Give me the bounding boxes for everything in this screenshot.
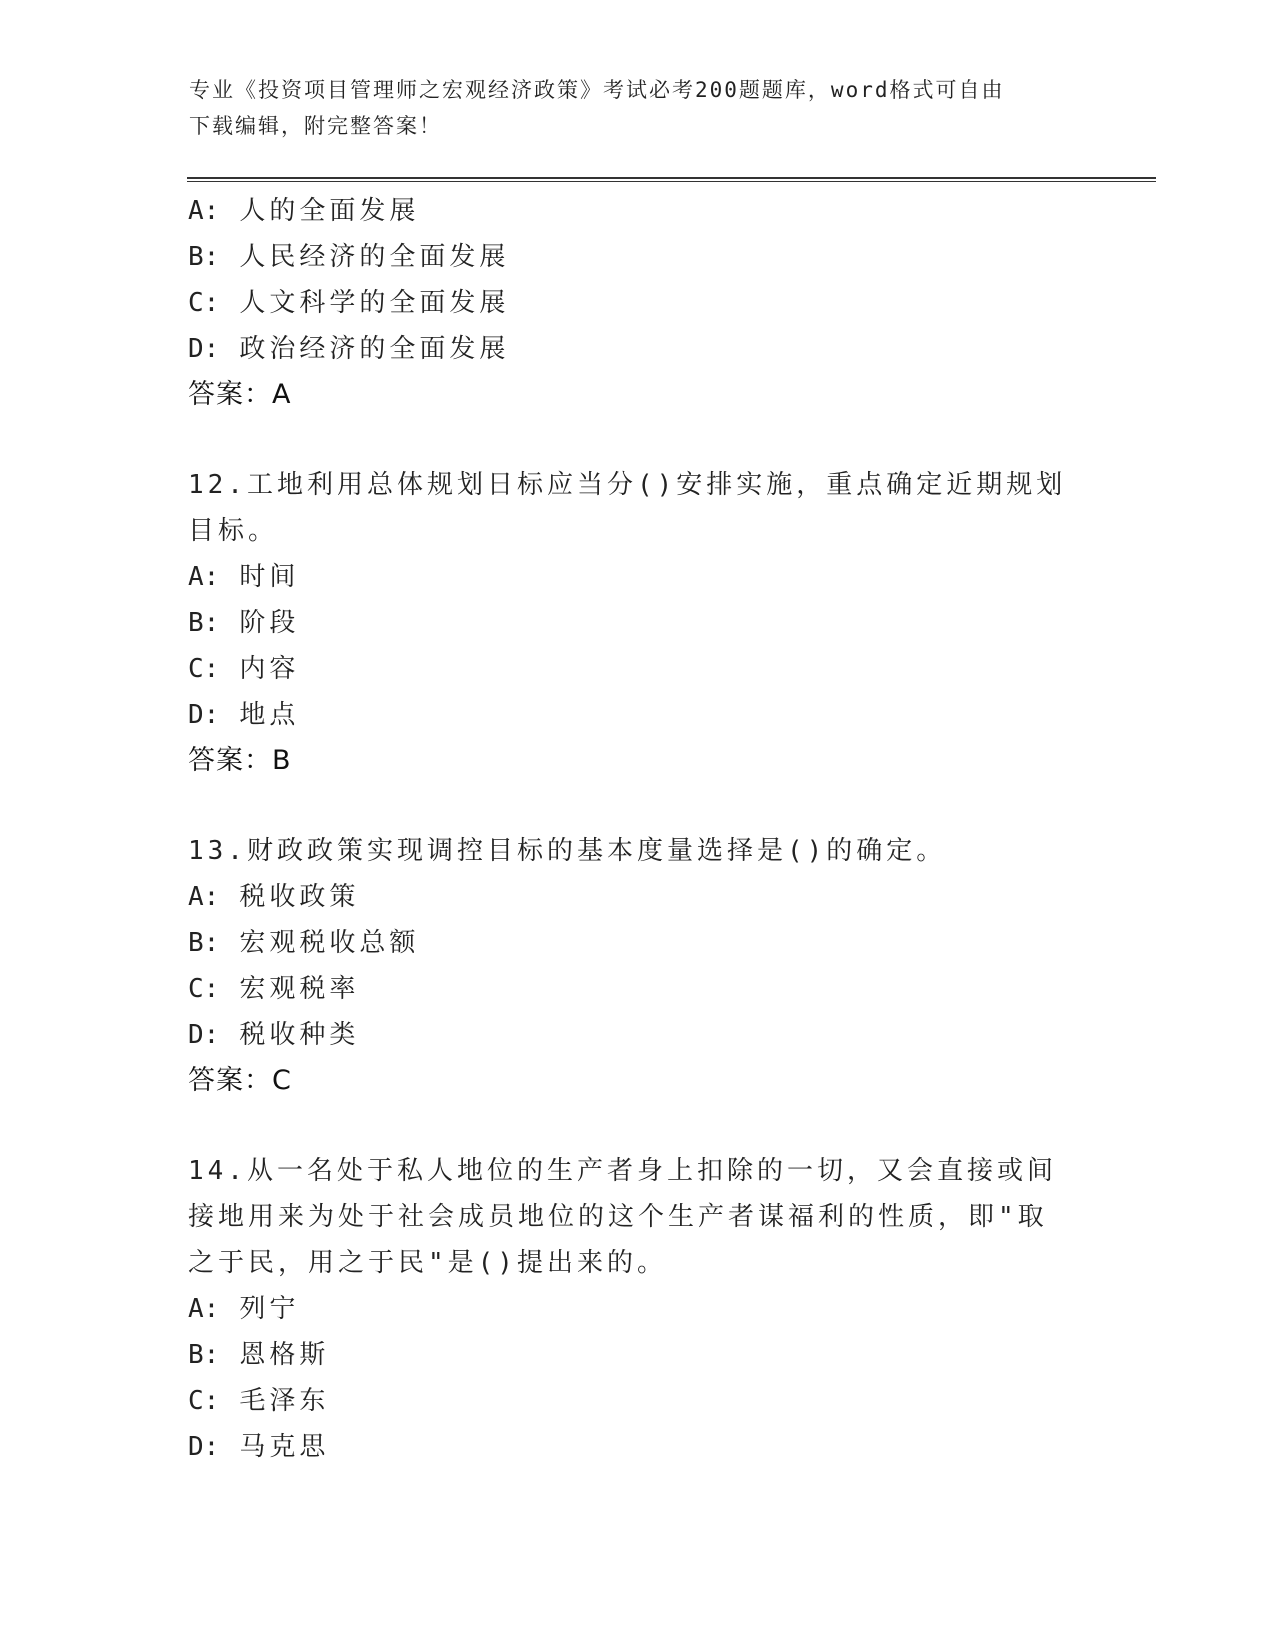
- option-d: D: 马克思: [188, 1432, 330, 1462]
- answer-line: 答案：C: [188, 1065, 292, 1096]
- question-12: [188, 462, 1088, 784]
- answer-line: 答案：A: [188, 379, 292, 410]
- option-a: A: 人的全面发展: [188, 196, 420, 226]
- option-c: C: 毛泽东: [188, 1386, 330, 1416]
- header-line-2: 下载编辑，附完整答案！: [189, 114, 442, 138]
- option-a: A: 税收政策: [188, 882, 360, 912]
- question-list: [188, 188, 1088, 1470]
- question-11: [188, 188, 1088, 418]
- option-b: B: 阶段: [188, 608, 300, 638]
- question-13: [188, 828, 1088, 1104]
- option-c: C: 宏观税率: [188, 974, 360, 1004]
- option-a: A: 列宁: [188, 1294, 300, 1324]
- option-d: D: 政治经济的全面发展: [188, 334, 510, 364]
- document-header: [189, 72, 1089, 144]
- option-c: C: 内容: [188, 654, 300, 684]
- question-text: 14.从一名处于私人地位的生产者身上扣除的一切，又会直接或间接地用来为处于社会成员地位的这个生产者谋福利的性质，即"取之于民，用之于民"是()提出来的。: [188, 1156, 1057, 1278]
- option-c: C: 人文科学的全面发展: [188, 288, 510, 318]
- header-line-1: 专业《投资项目管理师之宏观经济政策》考试必考200题题库，word格式可自由: [189, 78, 1005, 102]
- header-divider: [187, 177, 1156, 182]
- question-text: 13.财政政策实现调控目标的基本度量选择是()的确定。: [188, 836, 947, 866]
- question-14: [188, 1148, 1088, 1470]
- option-b: B: 宏观税收总额: [188, 928, 420, 958]
- option-d: D: 税收种类: [188, 1020, 360, 1050]
- answer-line: 答案：B: [188, 745, 292, 776]
- option-b: B: 恩格斯: [188, 1340, 330, 1370]
- option-a: A: 时间: [188, 562, 300, 592]
- option-b: B: 人民经济的全面发展: [188, 242, 510, 272]
- option-d: D: 地点: [188, 700, 300, 730]
- question-text: 12.工地利用总体规划日标应当分()安排实施，重点确定近期规划目标。: [188, 470, 1067, 546]
